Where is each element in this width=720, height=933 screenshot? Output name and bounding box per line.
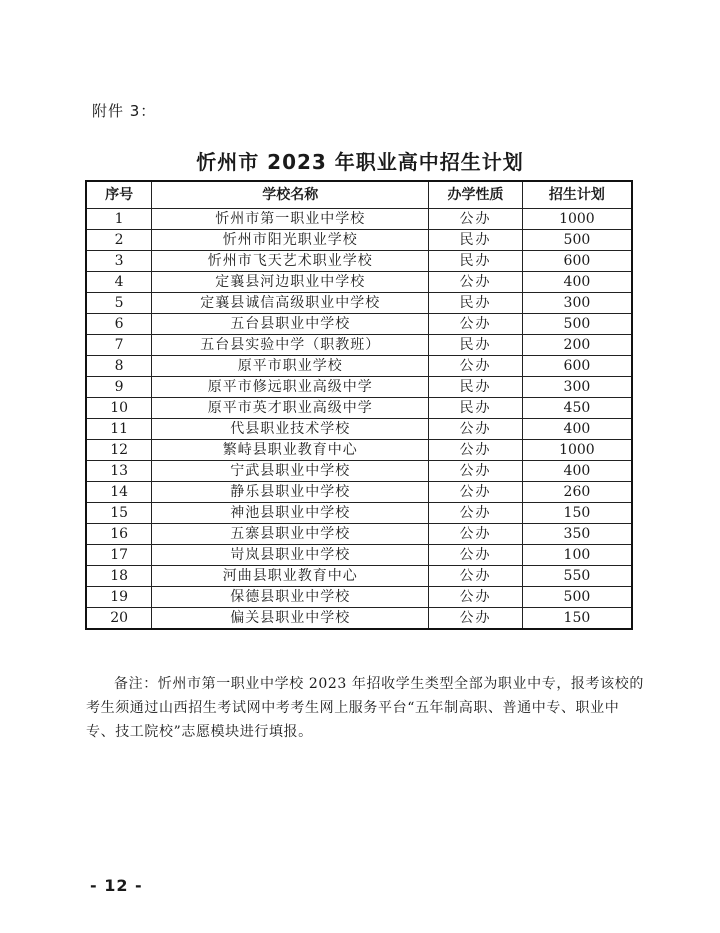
header-serial-number: 序号 — [86, 181, 152, 209]
table-row — [86, 419, 632, 440]
cell-school-type: 民办 — [429, 398, 523, 419]
cell-school-type: 公办 — [429, 503, 523, 524]
cell-school-name: 五台县职业中学校 — [152, 314, 429, 335]
cell-school-type: 公办 — [429, 440, 523, 461]
cell-school-type: 公办 — [429, 566, 523, 587]
cell-school-type: 公办 — [429, 272, 523, 293]
table-row — [86, 524, 632, 545]
cell-enrollment-plan: 150 — [522, 503, 632, 524]
cell-enrollment-plan: 400 — [522, 461, 632, 482]
table-row — [86, 398, 632, 419]
cell-school-name: 五台县实验中学（职教班） — [152, 335, 429, 356]
table-row — [86, 251, 632, 272]
cell-enrollment-plan: 300 — [522, 293, 632, 314]
cell-school-type: 公办 — [429, 461, 523, 482]
cell-school-name: 定襄县诚信高级职业中学校 — [152, 293, 429, 314]
cell-serial-number: 8 — [86, 356, 152, 377]
cell-school-name: 忻州市阳光职业学校 — [152, 230, 429, 251]
cell-enrollment-plan: 500 — [522, 587, 632, 608]
table-row — [86, 587, 632, 608]
table-row — [86, 377, 632, 398]
cell-serial-number: 20 — [86, 608, 152, 630]
table-row — [86, 293, 632, 314]
table-row — [86, 608, 632, 630]
cell-school-type: 民办 — [429, 377, 523, 398]
cell-school-type: 公办 — [429, 482, 523, 503]
cell-enrollment-plan: 550 — [522, 566, 632, 587]
cell-enrollment-plan: 1000 — [522, 440, 632, 461]
cell-enrollment-plan: 500 — [522, 230, 632, 251]
table-row — [86, 566, 632, 587]
table-row — [86, 440, 632, 461]
cell-serial-number: 14 — [86, 482, 152, 503]
cell-enrollment-plan: 260 — [522, 482, 632, 503]
cell-school-type: 公办 — [429, 314, 523, 335]
cell-school-name: 偏关县职业中学校 — [152, 608, 429, 630]
cell-enrollment-plan: 400 — [522, 272, 632, 293]
cell-enrollment-plan: 450 — [522, 398, 632, 419]
cell-school-name: 忻州市飞天艺术职业学校 — [152, 251, 429, 272]
cell-serial-number: 6 — [86, 314, 152, 335]
cell-school-name: 岢岚县职业中学校 — [152, 545, 429, 566]
cell-serial-number: 12 — [86, 440, 152, 461]
table-header-row — [86, 181, 632, 209]
table-row — [86, 314, 632, 335]
cell-serial-number: 3 — [86, 251, 152, 272]
cell-enrollment-plan: 500 — [522, 314, 632, 335]
cell-serial-number: 11 — [86, 419, 152, 440]
header-school-type: 办学性质 — [429, 181, 523, 209]
table-row — [86, 461, 632, 482]
cell-school-type: 民办 — [429, 293, 523, 314]
cell-school-type: 公办 — [429, 608, 523, 630]
table-row — [86, 482, 632, 503]
cell-serial-number: 18 — [86, 566, 152, 587]
cell-school-name: 忻州市第一职业中学校 — [152, 209, 429, 230]
cell-school-type: 民办 — [429, 335, 523, 356]
table-row — [86, 230, 632, 251]
cell-school-name: 代县职业技术学校 — [152, 419, 429, 440]
cell-serial-number: 4 — [86, 272, 152, 293]
cell-school-name: 保德县职业中学校 — [152, 587, 429, 608]
cell-school-type: 公办 — [429, 356, 523, 377]
table-row — [86, 209, 632, 230]
cell-serial-number: 5 — [86, 293, 152, 314]
cell-serial-number: 9 — [86, 377, 152, 398]
cell-serial-number: 15 — [86, 503, 152, 524]
cell-school-name: 定襄县河边职业中学校 — [152, 272, 429, 293]
cell-enrollment-plan: 200 — [522, 335, 632, 356]
cell-enrollment-plan: 100 — [522, 545, 632, 566]
header-school-name: 学校名称 — [152, 181, 429, 209]
cell-serial-number: 10 — [86, 398, 152, 419]
table-row — [86, 545, 632, 566]
cell-serial-number: 2 — [86, 230, 152, 251]
cell-enrollment-plan: 150 — [522, 608, 632, 630]
cell-school-name: 河曲县职业教育中心 — [152, 566, 429, 587]
cell-school-name: 原平市修远职业高级中学 — [152, 377, 429, 398]
cell-serial-number: 19 — [86, 587, 152, 608]
cell-school-type: 民办 — [429, 230, 523, 251]
header-enrollment-plan: 招生计划 — [522, 181, 632, 209]
cell-school-type: 公办 — [429, 524, 523, 545]
cell-school-name: 神池县职业中学校 — [152, 503, 429, 524]
cell-serial-number: 1 — [86, 209, 152, 230]
cell-school-type: 公办 — [429, 545, 523, 566]
cell-school-name: 宁武县职业中学校 — [152, 461, 429, 482]
cell-school-name: 原平市职业学校 — [152, 356, 429, 377]
cell-school-name: 五寨县职业中学校 — [152, 524, 429, 545]
cell-school-type: 公办 — [429, 419, 523, 440]
cell-enrollment-plan: 600 — [522, 356, 632, 377]
cell-enrollment-plan: 300 — [522, 377, 632, 398]
cell-serial-number: 13 — [86, 461, 152, 482]
cell-school-name: 原平市英才职业高级中学 — [152, 398, 429, 419]
table-row — [86, 356, 632, 377]
cell-enrollment-plan: 400 — [522, 419, 632, 440]
cell-serial-number: 7 — [86, 335, 152, 356]
page-number: - 12 - — [90, 876, 143, 895]
table-body — [86, 209, 632, 630]
cell-serial-number: 16 — [86, 524, 152, 545]
cell-school-type: 公办 — [429, 587, 523, 608]
table-row — [86, 272, 632, 293]
cell-enrollment-plan: 350 — [522, 524, 632, 545]
remark-note: 备注：忻州市第一职业中学校 2023 年招收学生类型全部为职业中专，报考该校的考生须通过山西招生考试网中考考生网上服务平台“五年制高职、普通中专、职业中专、技工院校”志愿模块进行填报。 — [86, 676, 644, 740]
cell-school-type: 民办 — [429, 251, 523, 272]
cell-serial-number: 17 — [86, 545, 152, 566]
cell-enrollment-plan: 1000 — [522, 209, 632, 230]
cell-school-type: 公办 — [429, 209, 523, 230]
cell-enrollment-plan: 600 — [522, 251, 632, 272]
cell-school-name: 繁峙县职业教育中心 — [152, 440, 429, 461]
enrollment-plan-table — [85, 180, 633, 630]
cell-school-name: 静乐县职业中学校 — [152, 482, 429, 503]
page-title: 忻州市 2023 年职业高中招生计划 — [196, 150, 524, 174]
table-row — [86, 503, 632, 524]
table-row — [86, 335, 632, 356]
attachment-label: 附件 3： — [92, 102, 157, 120]
